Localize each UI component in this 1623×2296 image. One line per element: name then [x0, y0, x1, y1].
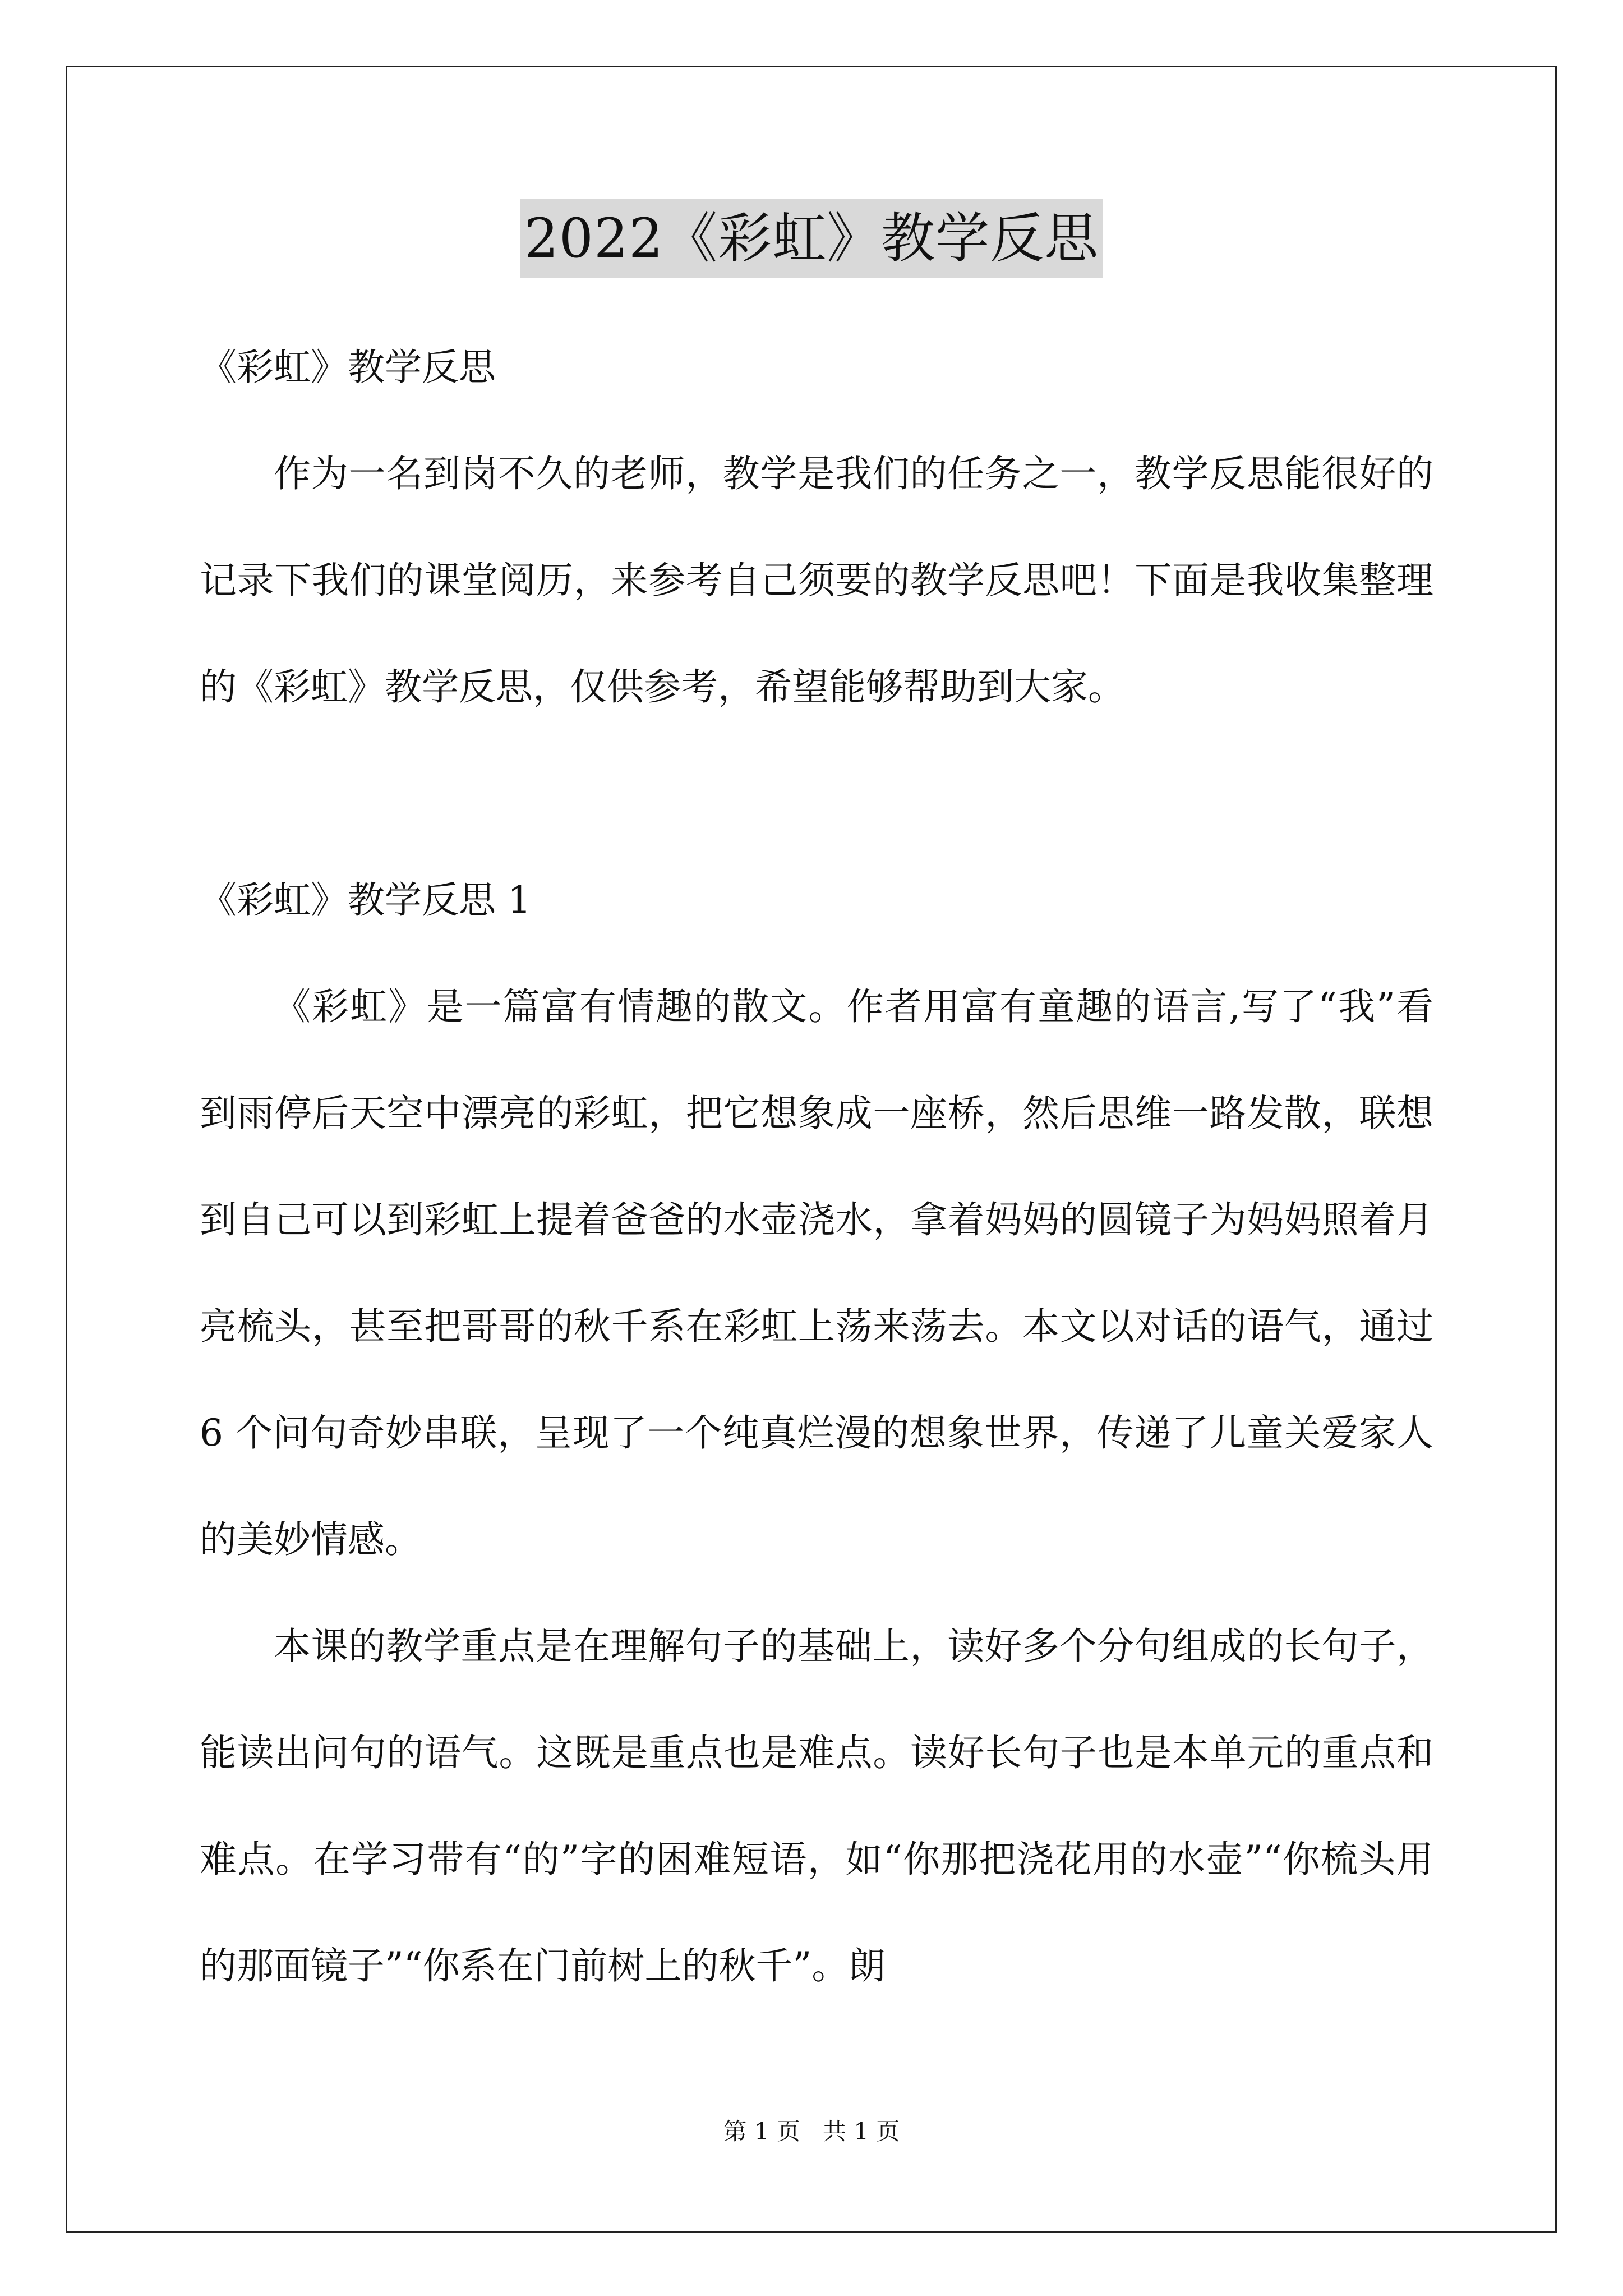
- section1-paragraph-1: 《彩虹》是一篇富有情趣的散文。作者用富有童趣的语言,写了“我”看到雨停后天空中漂亮的彩虹，把它想象成一座桥，然后思维一路发散，联想到自己可以到彩虹上提着爸爸的水壶浇水，拿着妈妈的圆镜子为妈妈照着月亮梳头，甚至把哥哥的秋千系在彩虹上荡来荡去。本文以对话的语气，通过 6 个问句奇妙串联，呈现了一个纯真烂漫的想象世界，传递了儿童关爱家人的美妙情感。: [200, 985, 1433, 1561]
- intro-heading: 《彩虹》教学反思: [200, 346, 496, 389]
- page-footer: [0, 2115, 1623, 2148]
- intro-paragraph: 作为一名到岗不久的老师，教学是我们的任务之一，教学反思能很好的记录下我们的课堂阅历，来参考自己须要的教学反思吧！下面是我收集整理的《彩虹》教学反思，仅供参考，希望能够帮助到大家。: [200, 452, 1433, 708]
- document-title: 2022《彩虹》教学反思: [520, 199, 1103, 278]
- section1-paragraph-2: 本课的教学重点是在理解句子的基础上，读好多个分句组成的长句子，能读出问句的语气。这既是重点也是难点。读好长句子也是本单元的重点和难点。在学习带有“的”字的困难短语，如“你那把浇花用的水壶”“你梳头用的那面镜子”“你系在门前树上的秋千”。朗: [200, 1625, 1433, 1987]
- section-spacer: [200, 740, 1433, 847]
- page-number-current: 第 1 页: [723, 2118, 800, 2145]
- title-container: [0, 199, 1623, 278]
- section1-heading: 《彩虹》教学反思 1: [200, 878, 531, 922]
- page-number-total: 共 1 页: [823, 2118, 900, 2145]
- document-body: [200, 314, 1433, 2019]
